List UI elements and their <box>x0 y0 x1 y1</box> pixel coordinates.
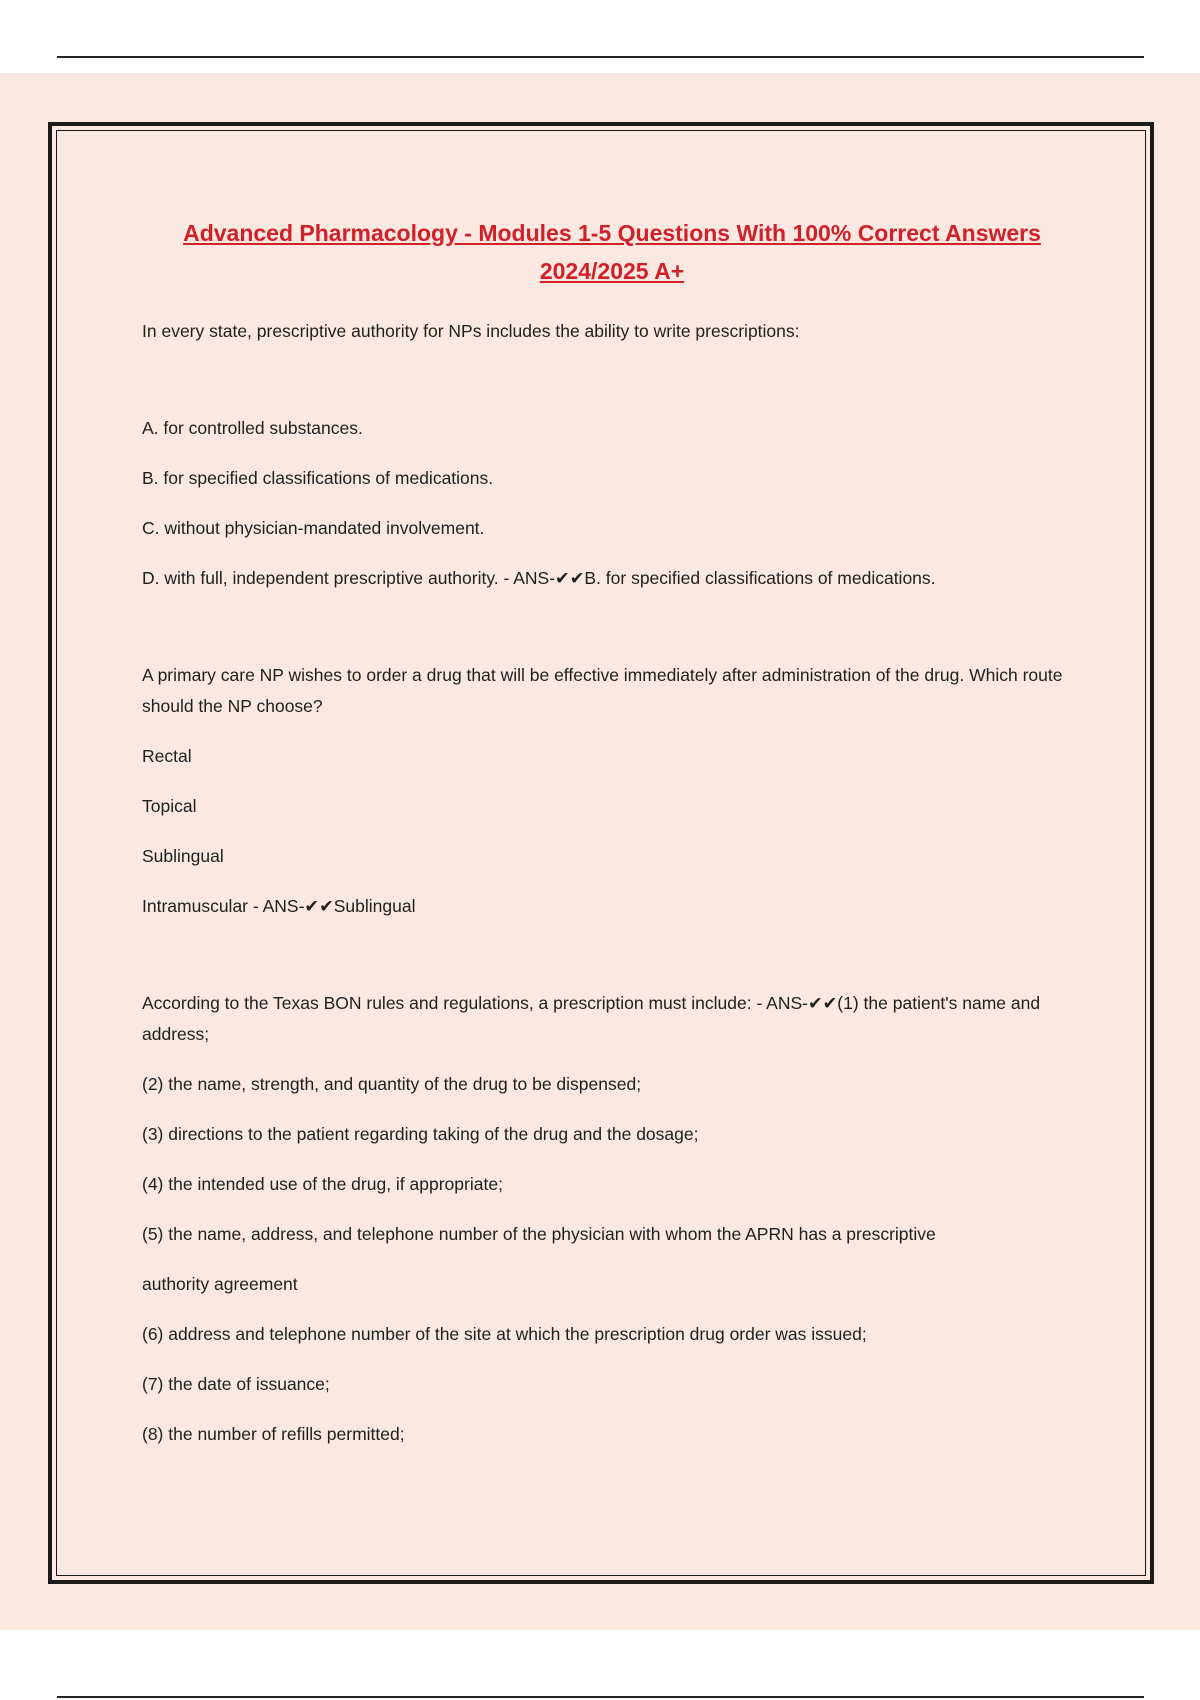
title-line-2: 2024/2025 A+ <box>539 258 685 284</box>
question-3-item-2: (2) the name, strength, and quantity of the drug to be dispensed; <box>142 1074 642 1094</box>
bottom-rule <box>57 1696 1144 1698</box>
question-1-option-a: A. for controlled substances. <box>142 418 363 438</box>
question-3-item-3: (3) directions to the patient regarding taking of the drug and the dosage; <box>142 1124 699 1144</box>
document-content <box>142 214 1082 1450</box>
question-2-option-3: Sublingual <box>142 846 224 866</box>
question-2-text: A primary care NP wishes to order a drug that will be effective immediately after administration of the drug. Which route should the NP choose? <box>142 665 1063 716</box>
question-3-item-6: (6) address and telephone number of the site at which the prescription drug order was issued; <box>142 1324 867 1344</box>
top-rule <box>57 56 1144 58</box>
question-2-option-2: Topical <box>142 796 197 816</box>
document-title <box>142 214 1082 290</box>
question-3-text: According to the Texas BON rules and regulations, a prescription must include: - ANS-✔✔(1) the patient's name and address; <box>142 993 1041 1044</box>
question-2-option-4-answer: Intramuscular - ANS-✔✔Sublingual <box>142 896 416 916</box>
question-1-text: In every state, prescriptive authority for NPs includes the ability to write prescriptions: <box>142 321 800 341</box>
question-3-item-4: (4) the intended use of the drug, if appropriate; <box>142 1174 503 1194</box>
question-3-item-5: (5) the name, address, and telephone number of the physician with whom the APRN has a prescriptive <box>142 1224 936 1244</box>
question-3-item-7: (7) the date of issuance; <box>142 1374 330 1394</box>
title-line-1: Advanced Pharmacology - Modules 1-5 Questions With 100% Correct Answers <box>183 220 1041 246</box>
question-3-item-8: (8) the number of refills permitted; <box>142 1424 405 1444</box>
question-1-option-c: C. without physician-mandated involvement. <box>142 518 485 538</box>
question-1-option-b: B. for specified classifications of medications. <box>142 468 494 488</box>
question-2-option-1: Rectal <box>142 746 192 766</box>
question-3-item-5-continued: authority agreement <box>142 1274 298 1294</box>
question-1-option-d-answer: D. with full, independent prescriptive authority. - ANS-✔✔B. for specified classifications of medications. <box>142 568 936 588</box>
